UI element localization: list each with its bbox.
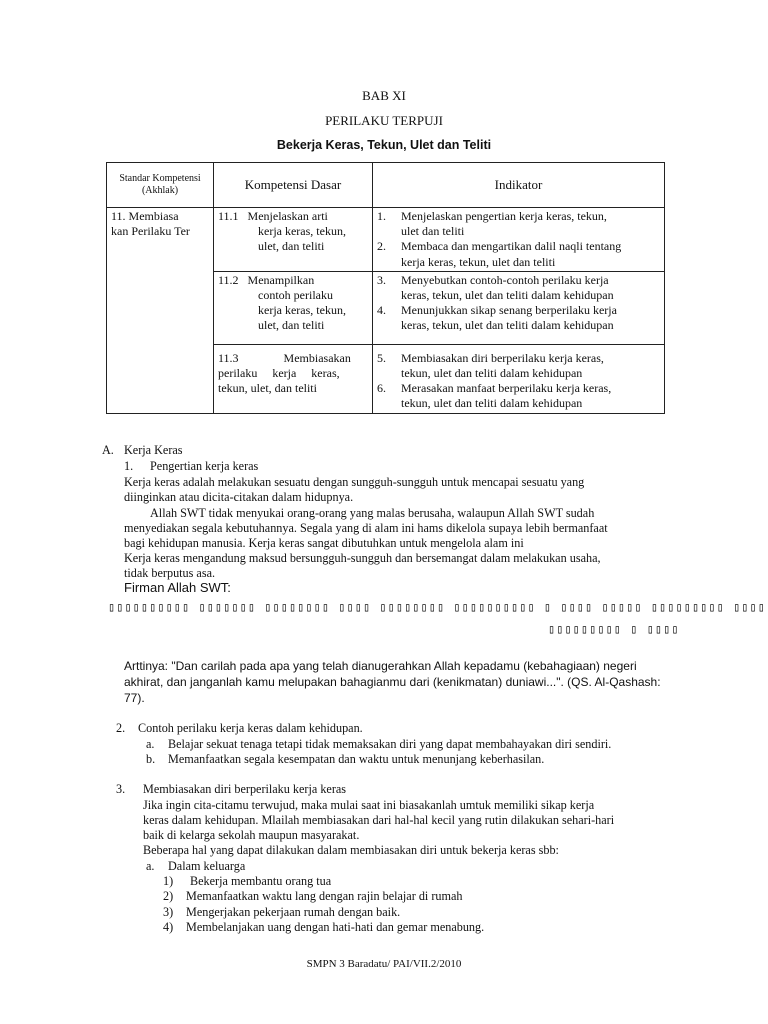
firman-label: Firman Allah SWT: [124,580,231,595]
allah-paragraph: menyediakan segala kebutuhannya. Segala yang di alam ini hams dikelola supaya lebih bermanfaat [124,521,608,535]
habit-paragraph: Beberapa hal yang dapat dilakukan dalam membiasakan diri untuk bekerja keras sbb: [143,843,559,857]
header-kompetensi-dasar: Kompetensi Dasar [214,163,373,208]
meaning-paragraph: tidak berputus asa. [124,566,216,580]
item-line: Menunjukkan sikap senang berperilaku kerja [401,303,617,318]
section-a-label: A. [102,443,114,457]
subsection-2-title: Contoh perilaku kerja keras dalam kehidupan. [138,721,363,735]
habit-paragraph: baik di kelarga sekolah maupun masyarakat. [143,828,360,842]
list-item: Memanfaatkan waktu lang dengan rajin belajar di rumah [186,889,463,903]
item-line: kerja keras, tekun, ulet dan teliti [401,254,556,269]
meaning-paragraph: Kerja keras mengandung maksud bersungguh-sungguh dan bersemangat dalam melakukan usaha, [124,551,601,565]
competency-table [106,162,665,414]
kd-cell [214,208,373,272]
subsection-3-number: 3. [116,782,126,796]
kd-line: 11.1 Menjelaskan arti [218,209,328,223]
kd-line: 11.3 Membiasakan [218,350,351,365]
item-line: Membiasakan diri berperilaku kerja keras, [401,350,604,365]
chapter-subtitle: Bekerja Keras, Tekun, Ulet dan Teliti [276,138,492,152]
arabic-verse: ▯▯▯▯▯▯▯▯▯▯ ▯▯▯▯▯▯▯ ▯▯▯▯▯▯▯▯ ▯▯▯▯ ▯▯▯▯▯▯▯▯ ▯▯▯▯▯▯▯▯▯▯ ▯ ▯▯▯▯ ▯▯▯▯▯ ▯▯▯▯▯▯▯▯▯ ▯▯▯▯ [108,600,766,614]
subsection-1-title: Pengertian kerja keras [150,459,259,473]
item-number: 3. [377,272,386,287]
kd-line: 11.2 Menampilkan [218,272,315,287]
header-indikator: Indikator [373,163,665,208]
definition-paragraph: diinginkan atau dicita-citakan dalam hidupnya. [124,490,354,504]
item-number: 2. [377,239,386,254]
habit-paragraph: Jika ingin cita-citamu terwujud, maka mulai saat ini biasakanlah umtuk memiliki sikap kerja [143,798,595,812]
item-number: 5. [377,350,386,365]
kd-line: tekun, ulet, dan teliti [218,381,317,396]
item-line: Menyebutkan contoh-contoh perilaku kerja [401,272,609,287]
kd-cell [214,344,373,413]
item-line: Membaca dan mengartikan dalil naqli tentang [401,239,622,254]
habit-paragraph: keras dalam kehidupan. Mlailah membiasakan dari hal-hal kecil yang rutin dilakukan sehari-hari [143,813,615,827]
kd-line: ulet, dan teliti [258,318,325,333]
chapter-label: BAB XI [362,88,406,103]
item-line: ulet dan teliti [401,224,465,239]
item-number: 1. [377,209,386,223]
kd-line: kerja keras, tekun, [258,303,346,318]
subsection-1-number: 1. [124,459,134,473]
list-item [377,351,660,381]
translation-text: Arttinya: "Dan carilah pada apa yang telah dianugerahkan Allah kepadamu (kebahagiaan) negeri [124,659,637,673]
item-line: Merasakan manfaat berperilaku kerja keras, [401,381,612,396]
kd-line: kerja keras, tekun, [258,224,346,239]
item-number: 6. [377,381,386,396]
allah-paragraph: Allah SWT tidak menyukai orang-orang yang malas berusaha, walaupun Allah SWT sudah [150,506,595,520]
kd-line: ulet, dan teliti [258,239,325,254]
subsection-2-number: 2. [116,721,126,735]
item-line: tekun, ulet dan teliti dalam kehidupan [401,396,583,411]
allah-paragraph: bagi kehidupan manusia. Kerja keras sangat dibutuhkan untuk mengelola alam ini [124,536,524,550]
page-footer: SMPN 3 Baradatu/ PAI/VII.2/2010 [306,958,462,970]
kd-line: contoh perilaku [258,288,333,303]
item-line: Menjelaskan pengertian kerja keras, tekun, [401,209,607,223]
item-line: tekun, ulet dan teliti dalam kehidupan [401,366,583,381]
definition-paragraph: Kerja keras adalah melakukan sesuatu dengan sungguh-sungguh untuk mencapai sesuatu yang [124,475,585,489]
subsection-3-title: Membiasakan diri berperilaku kerja keras [143,782,347,796]
header-standar-kompetensi: Standar Kompetensi (Akhlak) [107,163,214,208]
item-line: keras, tekun, ulet dan teliti dalam kehidupan [401,318,614,333]
list-item: Bekerja membantu orang tua [190,874,332,888]
list-item [377,273,660,303]
list-item-label: a. [146,737,155,751]
chapter-title: PERILAKU TERPUJI [325,113,443,128]
list-item-number: 1) [163,874,174,888]
list-item: Memanfaatkan segala kesempatan dan waktu untuk menunjang keberhasilan. [168,752,545,766]
list-item-label: a. [146,859,155,873]
kd-line: perilaku kerja keras, [218,366,340,381]
list-item: Mengerjakan pekerjaan rumah dengan baik. [186,905,401,919]
list-item-number: 4) [163,920,174,934]
indicator-cell [373,344,665,413]
list-item-number: 3) [163,905,174,919]
list-item: Membelanjakan uang dengan hati-hati dan gemar menabung. [186,920,485,934]
list-item [377,239,660,269]
list-item: Belajar sekuat tenaga tetapi tidak memaksakan diri yang dapat membahayakan diri sendiri. [168,737,612,751]
translation-text: akhirat, dan janganlah kamu melupakan bahagianmu dari (kenikmatan) duniawi...". (QS. Al-Qashash: [124,675,661,689]
indicator-cell [373,208,665,272]
translation-text: 77). [124,691,145,705]
list-item-number: 2) [163,889,174,903]
kd-cell [214,271,373,344]
list-item-label: b. [146,752,156,766]
section-a-title: Kerja Keras [124,443,183,457]
item-number: 4. [377,303,386,318]
arabic-verse: ▯▯▯▯▯▯▯▯▯ ▯ ▯▯▯▯ [548,622,680,636]
indicator-cell [373,271,665,344]
table-header-row [107,163,665,208]
list-item [377,381,660,411]
table-row [107,208,665,272]
list-item: Dalam keluarga [168,859,246,873]
sk-line: 11. Membiasa [111,209,179,223]
list-item [377,303,660,333]
list-item [377,209,660,239]
sk-line: kan Perilaku Ter [111,224,190,239]
item-line: keras, tekun, ulet dan teliti dalam kehidupan [401,288,614,303]
sk-cell [107,208,214,414]
